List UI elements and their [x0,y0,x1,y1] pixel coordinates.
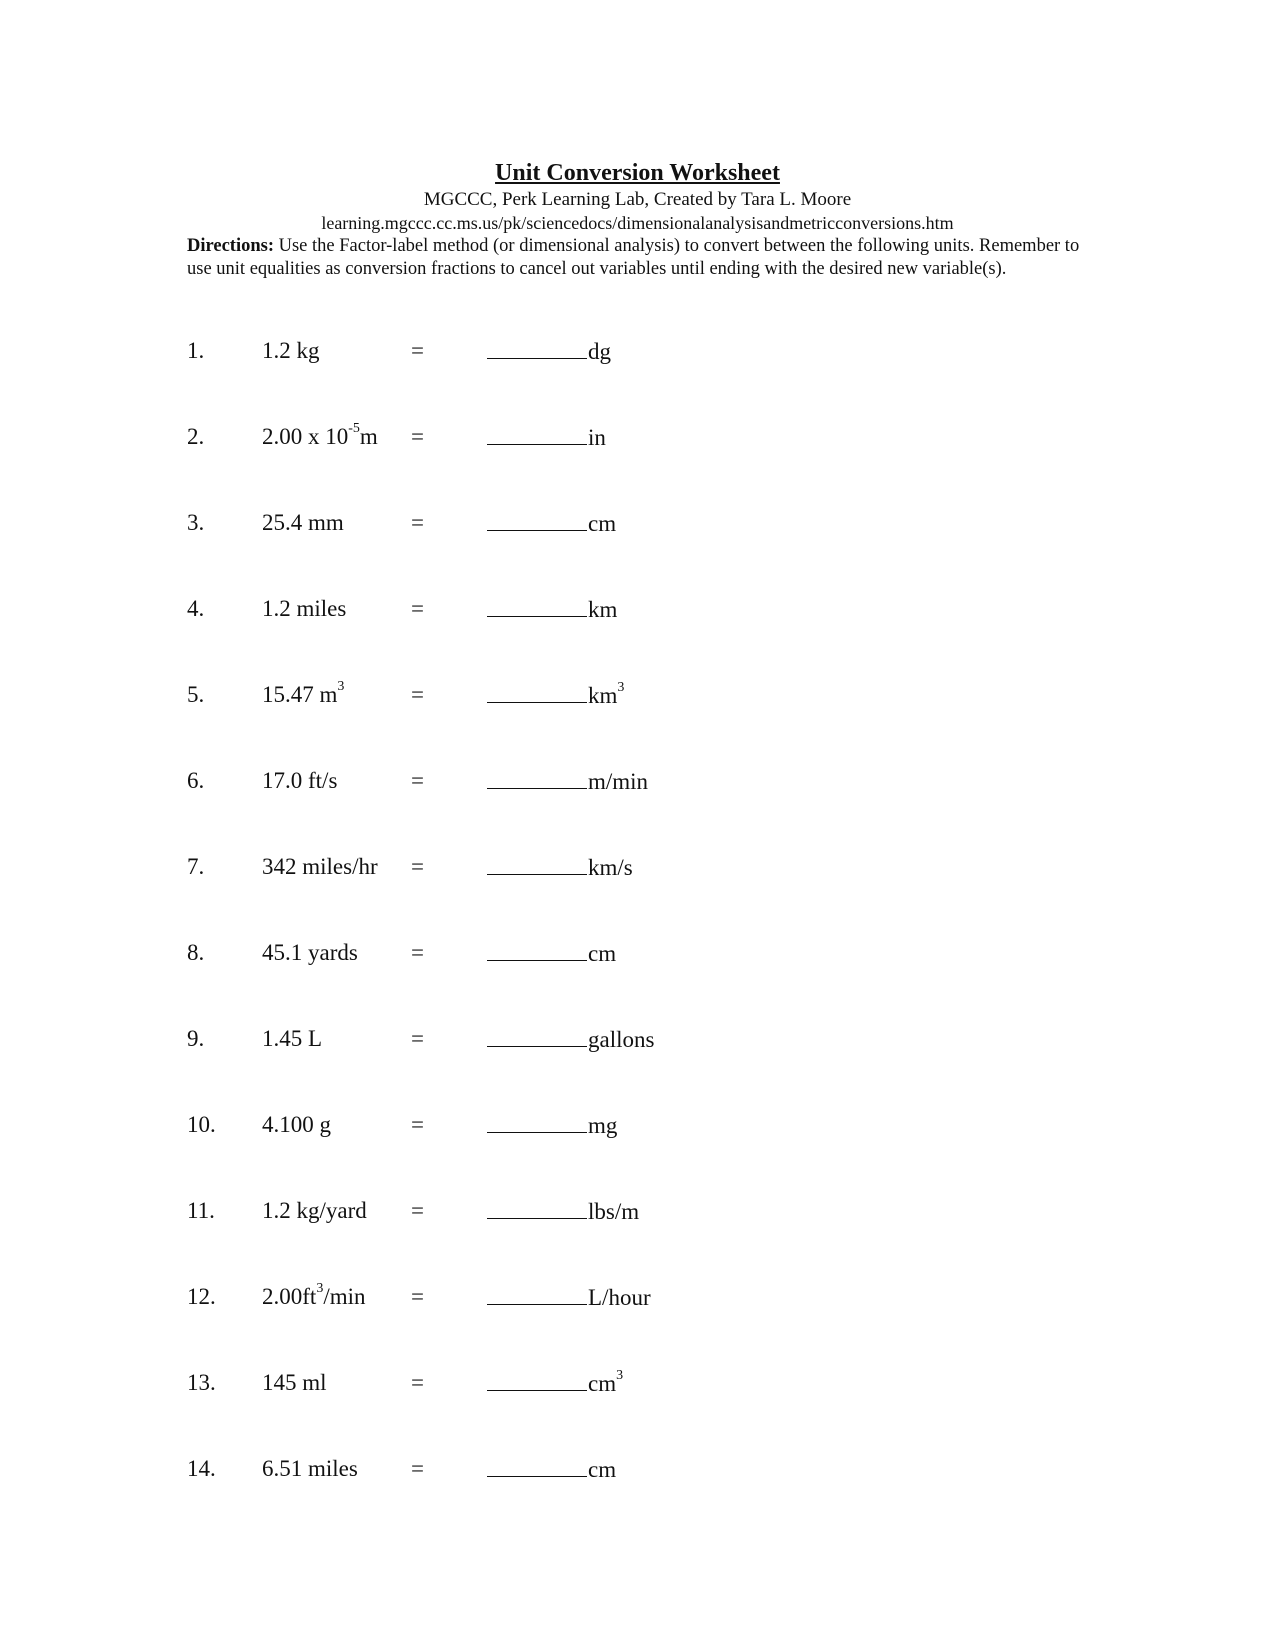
equals-sign: = [411,596,424,621]
answer-field[interactable]: $cm^3$ [487,1368,623,1399]
problem-number: 6. [187,768,205,793]
answer-field[interactable] [487,336,611,367]
equals-sign: = [411,854,424,879]
directions-text: Use the Factor-label method (or dimensional analysis) to convert between the following units. Remember to use unit equalities as conversion fractions to cancel out variables until ending with the desired new variable(s). [187,236,1080,279]
problem-row-11 [0,1196,1275,1282]
answer-field[interactable] [487,1024,654,1055]
problem-row-14 [0,1454,1275,1540]
problem-number: 13. [187,1370,216,1395]
equals-sign: = [411,1112,424,1137]
target-unit: cm [588,1457,617,1482]
problem-number: 5. [187,682,205,707]
given-quantity: 342 miles/hr [262,854,378,879]
equals-sign: = [411,1284,424,1309]
problem-row-13 [0,1368,1275,1454]
given-quantity: 2.00 x $10^{-5}m$ [262,421,378,449]
given-quantity: 25.4 mm [262,510,344,535]
problem-number: 7. [187,854,205,879]
target-unit: cm [588,511,617,536]
target-unit: km [588,597,618,622]
target-unit: km [588,683,618,708]
equals-sign: = [411,1198,424,1223]
problem-number: 3. [187,510,205,535]
answer-blank[interactable] [487,766,587,789]
problem-row-3 [0,508,1275,594]
problem-number: 9. [187,1026,205,1051]
problem-number: 4. [187,596,205,621]
problem-number: 8. [187,940,205,965]
answer-blank[interactable] [487,852,587,875]
answer-blank[interactable] [487,422,587,445]
target-unit: mg [588,1113,618,1138]
target-unit: gallons [588,1027,655,1052]
problem-row-1 [0,336,1275,422]
answer-blank[interactable] [487,508,587,531]
problem-row-10 [0,1110,1275,1196]
subtitle: MGCCC, Perk Learning Lab, Created by Tara L. Moore [423,189,852,210]
problem-row-6 [0,766,1275,852]
equals-sign: = [411,1456,424,1481]
target-unit: km/s [588,855,633,880]
target-unit: cm [588,1371,617,1396]
answer-blank[interactable] [487,1110,587,1133]
equals-sign: = [411,768,424,793]
given-quantity: $2.00ft^3/\min$ [262,1281,366,1309]
given-quantity: 1.2 miles [262,596,347,621]
equals-sign: = [411,682,424,707]
equals-sign: = [411,940,424,965]
given-quantity: 17.0 ft/s [262,768,338,793]
target-unit: cm [588,941,617,966]
given-quantity: 1.2 kg/yard [262,1198,367,1223]
answer-field[interactable] [487,508,616,539]
problem-number: 2. [187,424,205,449]
equals-sign: = [411,510,424,535]
target-unit: lbs/m [588,1199,640,1224]
answer-blank[interactable] [487,1282,587,1305]
problem-number: 11. [187,1198,215,1223]
problem-row-5 [0,680,1275,766]
target-unit: dg [588,339,611,364]
directions [187,235,1087,281]
given-quantity: 4.100 g [262,1112,331,1137]
directions-label: Directions: [187,236,274,256]
equals-sign: = [411,1370,424,1395]
problem-row-7 [0,852,1275,938]
problem-list [0,336,1275,1540]
given-quantity: 1.2 kg [262,338,320,363]
answer-field[interactable] [487,1454,616,1485]
problem-row-8 [0,938,1275,1024]
answer-field[interactable] [487,1110,617,1141]
answer-field[interactable]: $km^3$ [487,680,624,711]
answer-field[interactable] [487,938,616,969]
problem-number: 10. [187,1112,216,1137]
problem-number: 12. [187,1284,216,1309]
answer-blank[interactable] [487,1024,587,1047]
problem-row-9 [0,1024,1275,1110]
given-quantity: 45.1 yards [262,940,358,965]
answer-blank[interactable] [487,1454,587,1477]
target-unit: m/min [588,769,649,794]
target-unit: in [588,425,606,450]
page-title [0,158,1275,188]
answer-field[interactable] [487,852,633,883]
given-quantity: 15.47 $m^3$ [262,679,345,707]
given-quantity: 145 ml [262,1370,327,1395]
answer-blank[interactable] [487,680,587,703]
equals-sign: = [411,424,424,449]
answer-field[interactable] [487,422,606,453]
answer-field[interactable] [487,766,648,797]
answer-field[interactable] [487,594,617,625]
problem-number: 14. [187,1456,216,1481]
answer-blank[interactable] [487,594,587,617]
answer-blank[interactable] [487,336,587,359]
equals-sign: = [411,338,424,363]
given-quantity: 1.45 L [262,1026,323,1051]
answer-blank[interactable] [487,1196,587,1219]
problem-number: 1. [187,338,205,363]
target-unit: L/hour [588,1285,651,1310]
title-text: Unit Conversion Worksheet [495,160,780,186]
source-url: learning.mgccc.cc.ms.us/pk/sciencedocs/dimensionalanalysisandmetricconversions.htm [321,213,954,233]
answer-blank[interactable] [487,938,587,961]
answer-field[interactable] [487,1282,651,1313]
given-quantity: 6.51 miles [262,1456,358,1481]
problem-row-12 [0,1282,1275,1368]
answer-field[interactable] [487,1196,639,1227]
problem-row-4 [0,594,1275,680]
equals-sign: = [411,1026,424,1051]
problem-row-2 [0,422,1275,508]
answer-blank[interactable] [487,1368,587,1391]
